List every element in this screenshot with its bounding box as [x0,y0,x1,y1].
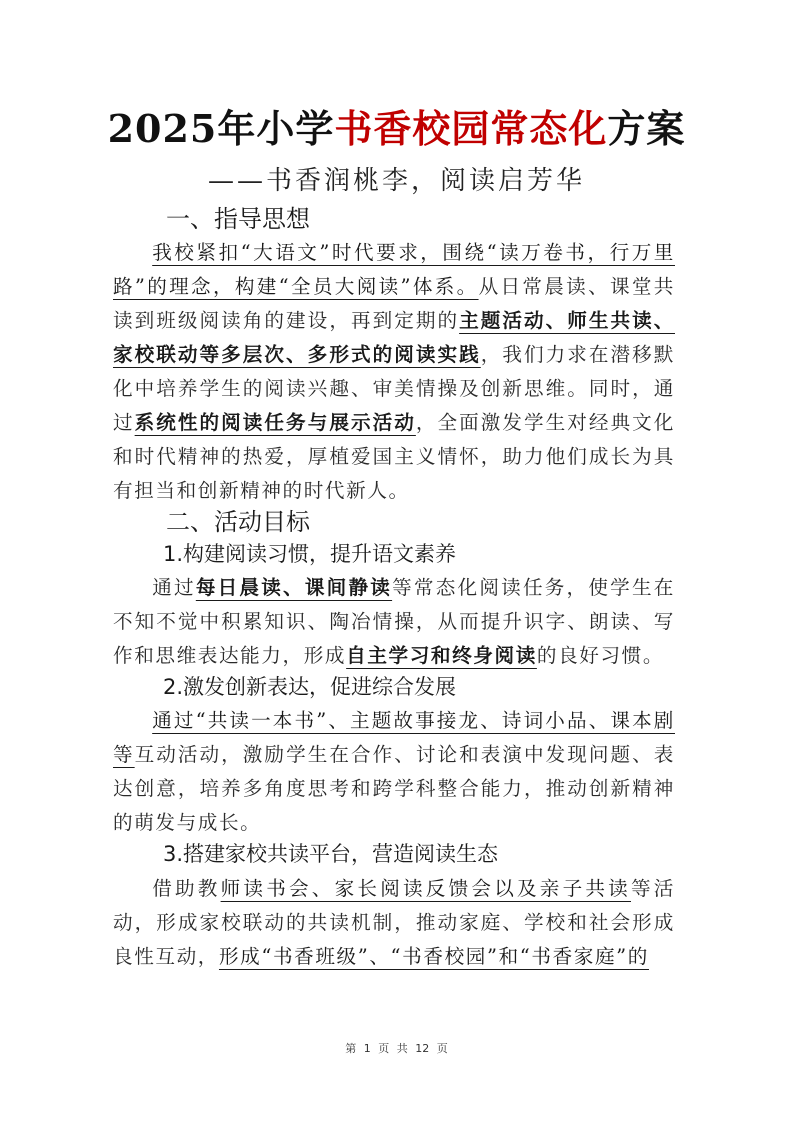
underlined-text: 通过“共读一本书”、主题故事接龙、诗词小品、课本剧等 [113,709,675,766]
underlined-text: 我校紧扣“大语文”时代要求，围绕“读万卷书，行万里路”的理念，构建“全员大阅读”体系。 [113,241,675,298]
goal-3-title: 3.搭建家校共读平台，营造阅读生态 [163,842,499,866]
underlined-text: 每日晨读、课间静读 [195,576,393,599]
section-heading-activity-goals: 二、活动目标 [166,508,310,536]
underlined-text: 自主学习和终身阅读 [346,644,537,667]
title-suffix: 方案 [607,106,686,151]
title-highlight: 书香校园常态化 [334,106,608,151]
document-title [0,104,793,154]
section-heading-guiding-ideology: 一、指导思想 [166,205,310,233]
underlined-text: 师读书会、家长阅读反馈会以及亲子共读 [220,877,631,900]
goal-3-paragraph: 借助教师读书会、家长阅读反馈会以及亲子共读等活动，形成家校联动的共读机制，推动家庭、学校和社会形成良性互动，形成“书香班级”、“书香校园”和“书香家庭”的 [113,877,675,968]
goal-2-title: 2.激发创新表达，促进综合发展 [163,675,457,699]
underlined-text: 系统性的阅读任务与展示活动 [134,411,416,434]
page-footer: 第 1 页 共 12 页 [345,1042,448,1055]
document-subtitle: ——书香润桃李，阅读启芳华 [207,166,585,196]
goal-1-title: 1.构建阅读习惯，提升语文素养 [163,542,457,566]
goal-2-paragraph: 通过“共读一本书”、主题故事接龙、诗词小品、课本剧等互动活动，激励学生在合作、讨论和表演中发现问题、表达创意，培养多角度思考和跨学科整合能力，推动创新精神的萌发与成长。 [113,709,675,834]
underlined-text: 主题活动、师生共读、家校联动等多层次、多形式的阅读实践 [113,309,675,366]
guiding-ideology-paragraph: 我校紧扣“大语文”时代要求，围绕“读万卷书，行万里路”的理念，构建“全员大阅读”体系。从日常晨读、课堂共读到班级阅读角的建设，再到定期的主题活动、师生共读、家校联动等多层次、多形式的阅读实践，我们力求在潜移默化中培养学生的阅读兴趣、审美情操及创新思维。同时，通过系统性的阅读任务与展示活动，全面激发学生对经典文化和时代精神的热爱，厚植爱国主义情怀，助力他们成长为具有担当和创新精神的时代新人。 [113,241,675,502]
title-prefix: 2025年小学 [107,106,335,151]
underlined-text: 形成“书香班级”、“书香校园”和“书香家庭”的 [218,945,649,968]
goal-1-paragraph: 通过每日晨读、课间静读等常态化阅读任务，使学生在不知不觉中积累知识、陶冶情操，从而提升识字、朗读、写作和思维表达能力，形成自主学习和终身阅读的良好习惯。 [113,576,675,667]
